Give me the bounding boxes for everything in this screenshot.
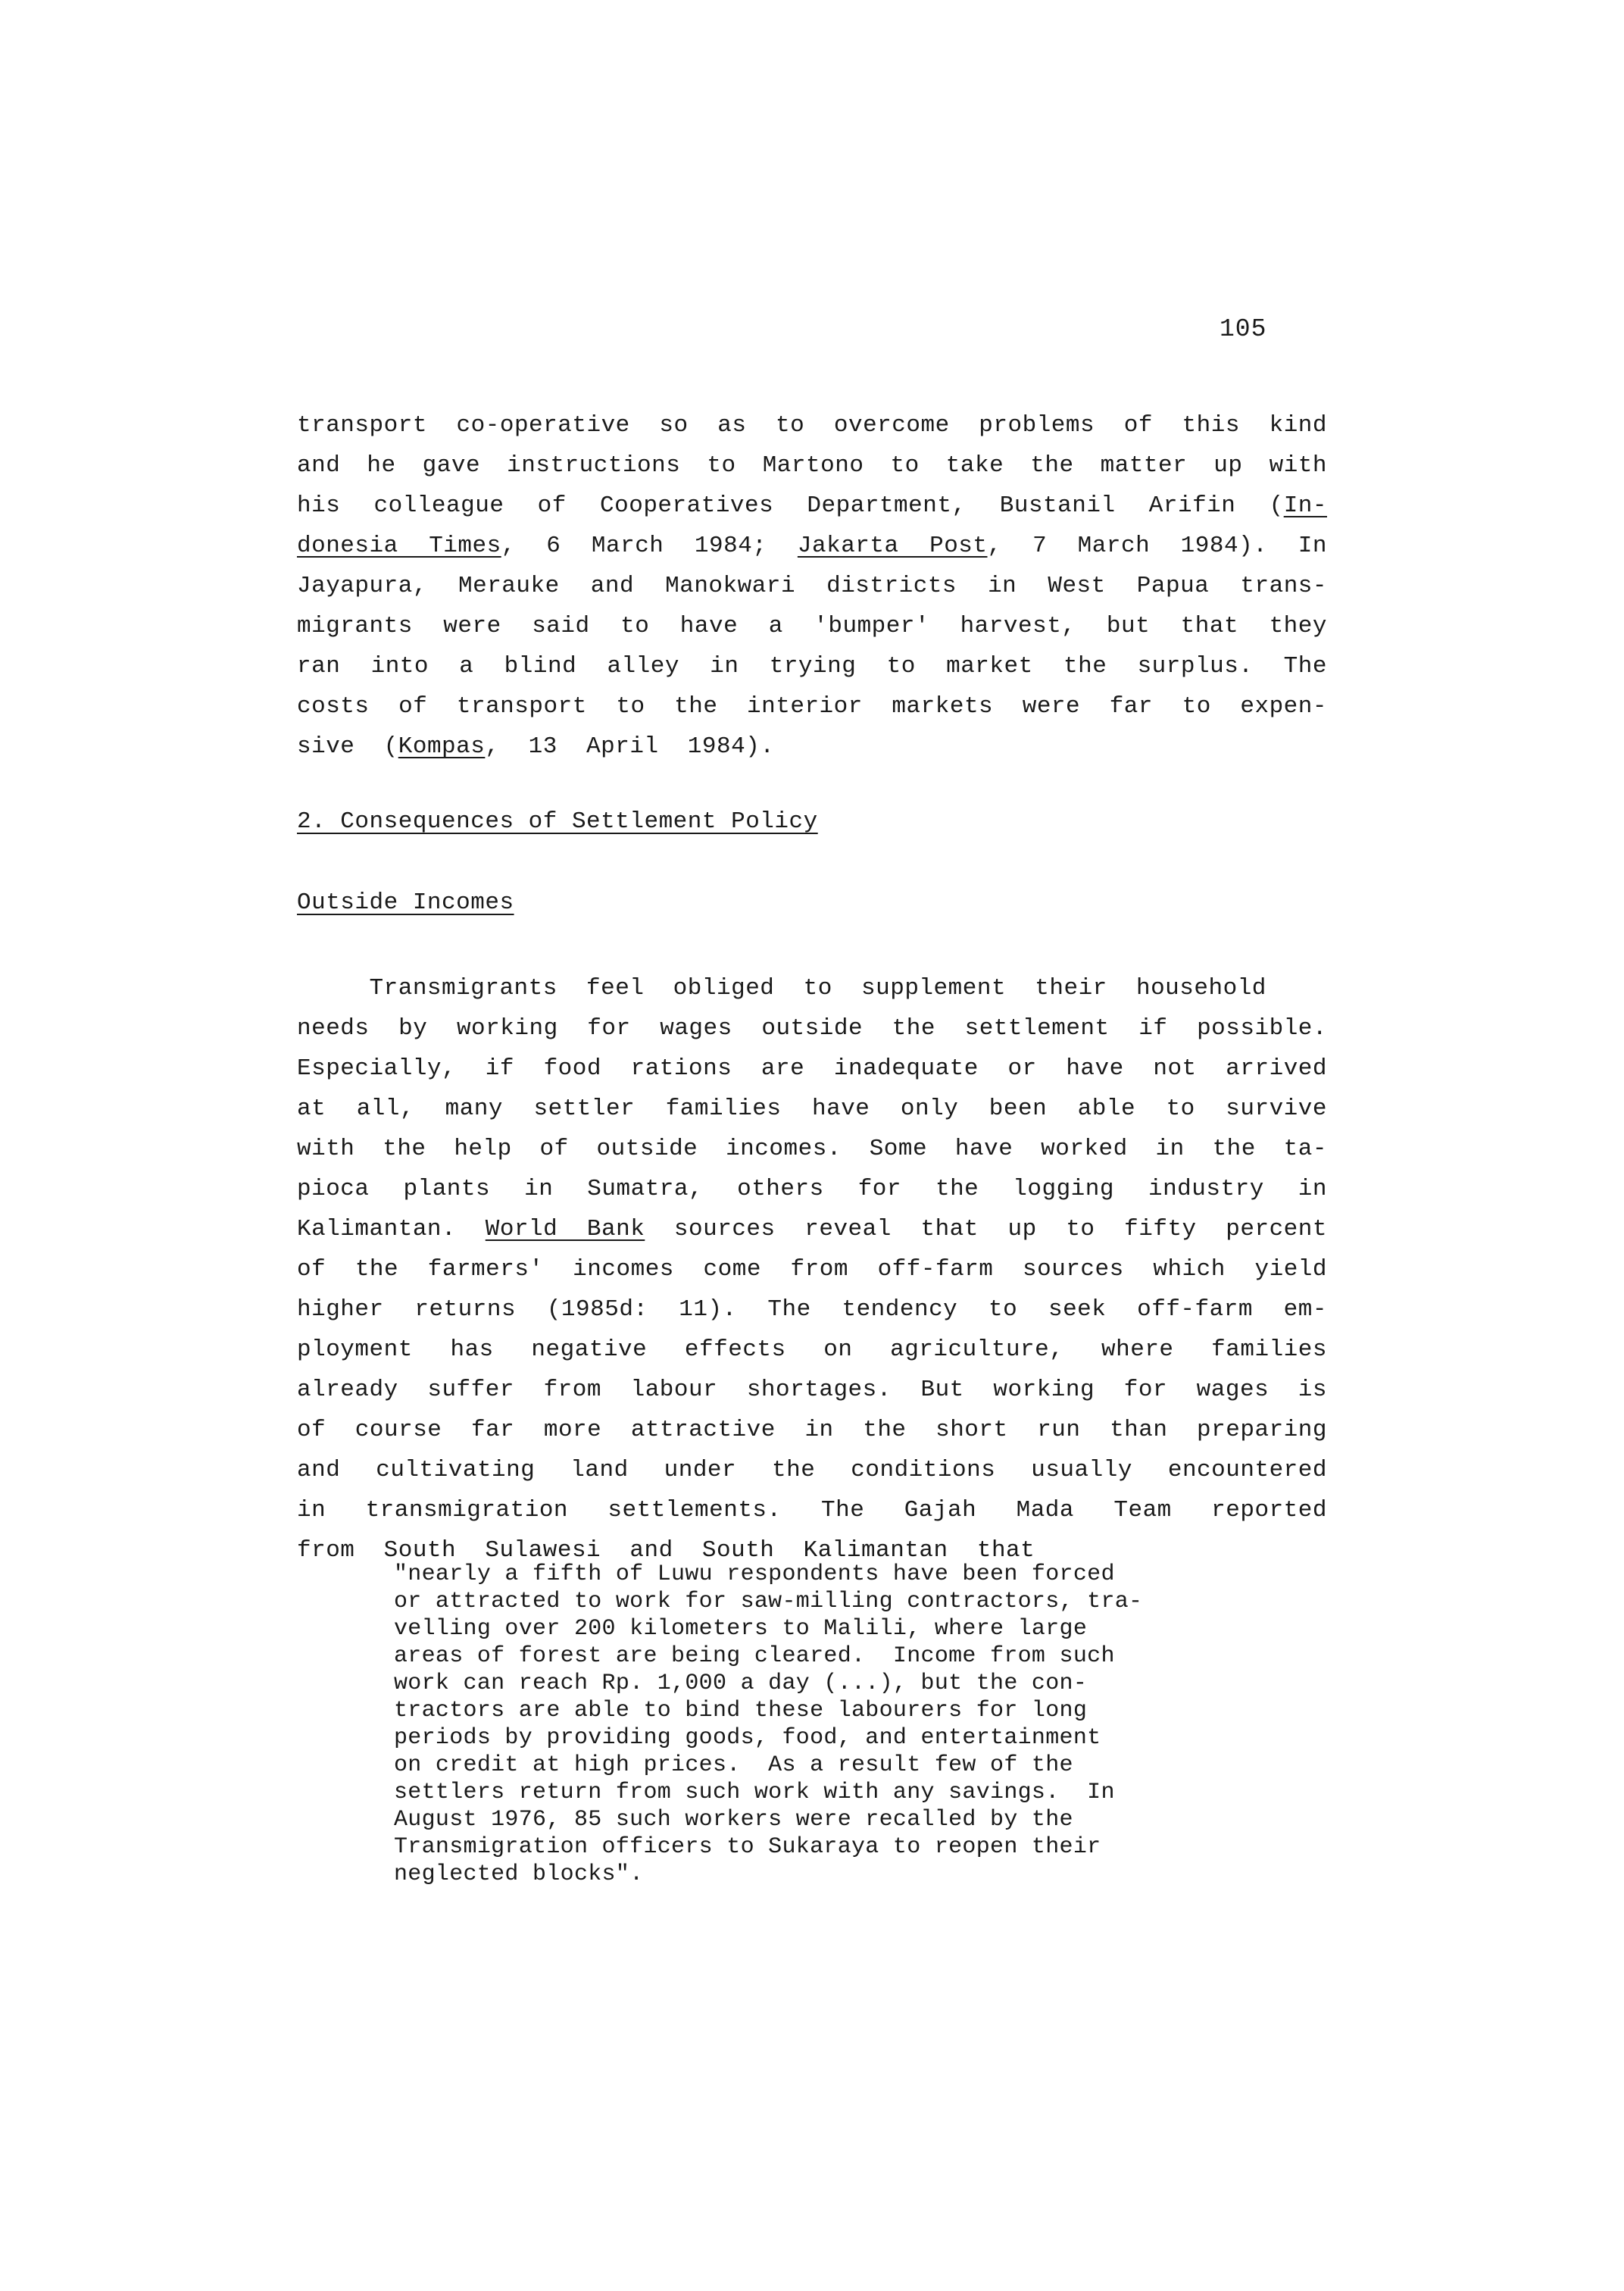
quote-line: August 1976, 85 such workers were recalled by the — [394, 1807, 1073, 1833]
text-line: and he gave instructions to Martono to take the matter up with — [297, 452, 1327, 479]
text-line: Jayapura, Merauke and Manokwari districts in West Papua trans- — [297, 573, 1327, 599]
citation-world-bank: World Bank — [485, 1216, 645, 1242]
citation-indonesia-times: In- — [1283, 492, 1327, 519]
text-line: of course far more attractive in the short run than preparing — [297, 1417, 1327, 1443]
citation-kompas: Kompas — [398, 733, 486, 760]
text-line: needs by working for wages outside the settlement if possible. — [297, 1015, 1327, 1042]
text-line: ployment has negative effects on agriculture, where families — [297, 1336, 1327, 1363]
block-quote — [394, 1561, 1280, 1888]
text-line: ran into a blind alley in trying to market the surplus. The — [297, 653, 1327, 680]
text-line: costs of transport to the interior markets were far to expen- — [297, 693, 1327, 720]
quote-line: work can reach Rp. 1,000 a day (...), but the con- — [394, 1671, 1088, 1696]
quote-line: tractors are able to bind these labourers for long — [394, 1698, 1088, 1724]
text-line: pioca plants in Sumatra, others for the logging industry in — [297, 1176, 1327, 1202]
text-line: with the help of outside incomes. Some have worked in the ta- — [297, 1136, 1327, 1162]
text-line: sive (Kompas, 13 April 1984). — [297, 733, 775, 760]
paragraph-transport — [297, 405, 1327, 767]
text-line: in transmigration settlements. The Gajah Mada Team reported — [297, 1497, 1327, 1524]
quote-line: periods by providing goods, food, and entertainment — [394, 1725, 1101, 1751]
quote-line: areas of forest are being cleared. Income from such — [394, 1643, 1115, 1669]
subheading-outside-incomes: Outside Incomes — [297, 889, 514, 916]
quote-line: "nearly a fifth of Luwu respondents have been forced — [394, 1561, 1115, 1587]
text-line: transport co-operative so as to overcome problems of this kind — [297, 412, 1327, 439]
citation-jakarta-post: Jakarta Post — [797, 533, 988, 559]
quote-line: on credit at high prices. As a result few of the — [394, 1752, 1073, 1778]
text-line: higher returns (1985d: 11). The tendency to seek off-farm em- — [297, 1296, 1327, 1323]
text-line: his colleague of Cooperatives Department, Bustanil Arifin (In- — [297, 492, 1327, 519]
text-line: already suffer from labour shortages. But working for wages is — [297, 1377, 1327, 1403]
text-line: donesia Times, 6 March 1984; Jakarta Post, 7 March 1984). In — [297, 533, 1327, 559]
text-line: from South Sulawesi and South Kalimantan that — [297, 1537, 1035, 1564]
text-line: migrants were said to have a 'bumper' harvest, but that they — [297, 613, 1327, 639]
text-line: and cultivating land under the conditions usually encountered — [297, 1457, 1327, 1483]
quote-line: neglected blocks". — [394, 1861, 644, 1887]
section-heading: 2. Consequences of Settlement Policy — [297, 808, 818, 835]
quote-line: or attracted to work for saw-milling contractors, tra- — [394, 1589, 1143, 1614]
text-line: Transmigrants feel obliged to supplement their household — [297, 975, 1266, 1002]
page-number: 105 — [1220, 315, 1267, 343]
quote-line: velling over 200 kilometers to Malili, where large — [394, 1616, 1088, 1642]
citation-indonesia-times-cont: donesia Times — [297, 533, 501, 559]
text-line: at all, many settler families have only been able to survive — [297, 1095, 1327, 1122]
quote-line: Transmigration officers to Sukaraya to reopen their — [394, 1834, 1101, 1860]
text-line: Kalimantan. World Bank sources reveal that up to fifty percent — [297, 1216, 1327, 1242]
quote-line: settlers return from such work with any savings. In — [394, 1780, 1115, 1805]
paragraph-outside-incomes — [297, 968, 1327, 1571]
text-line: of the farmers' incomes come from off-farm sources which yield — [297, 1256, 1327, 1283]
text-line: Especially, if food rations are inadequate or have not arrived — [297, 1055, 1327, 1082]
